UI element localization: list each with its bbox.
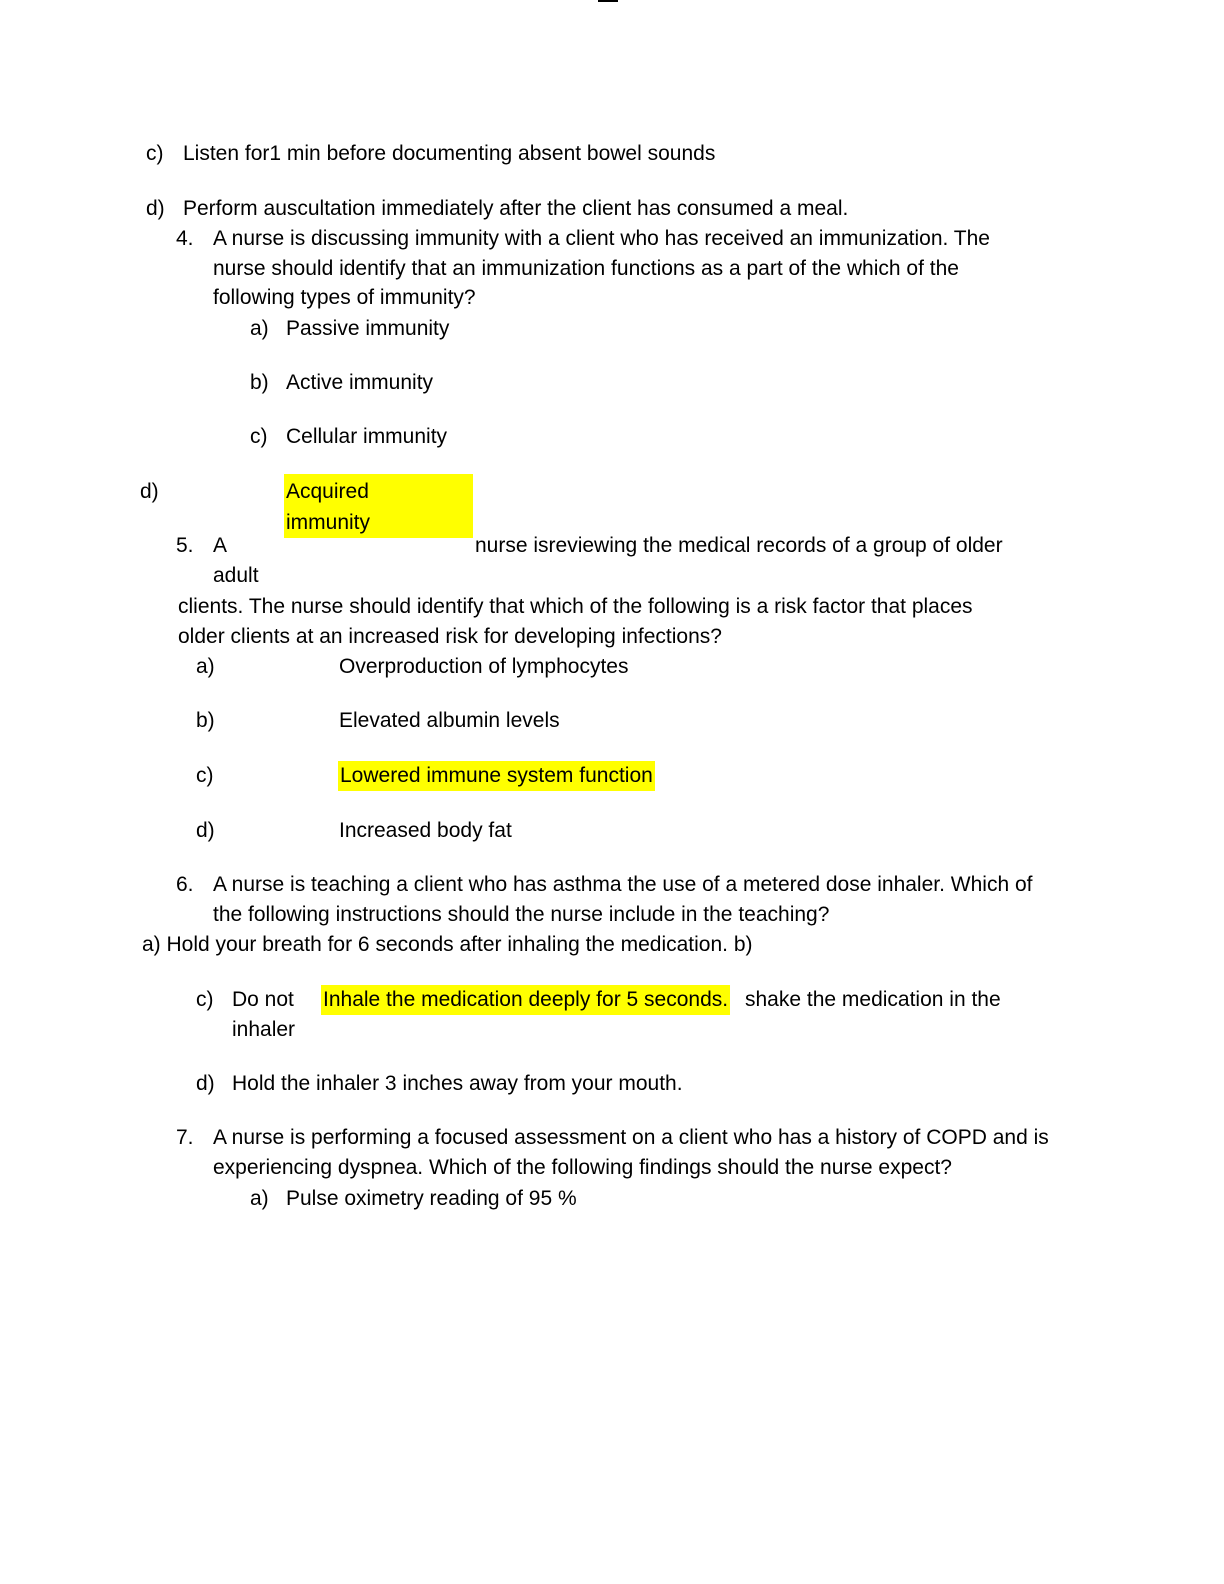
q4-option-a-text: Passive immunity <box>286 317 450 340</box>
q7-option-a-text: Pulse oximetry reading of 95 % <box>286 1187 577 1210</box>
prev-option-c-label: c) <box>146 142 164 165</box>
q4-option-c-text: Cellular immunity <box>286 425 448 448</box>
q4-stem-line3: following types of immunity? <box>213 286 476 309</box>
q6-option-c-highlight: Inhale the medication deeply for 5 seconds. <box>321 985 730 1015</box>
q4-option-b-label: b) <box>250 371 269 394</box>
q5-option-d-label: d) <box>196 819 215 842</box>
prev-option-d-label: d) <box>146 197 165 220</box>
q5-option-a-label: a) <box>196 655 215 678</box>
q5-option-b-text: Elevated albumin levels <box>339 709 560 732</box>
q6-stem-line1: A nurse is teaching a client who has asthma the use of a metered dose inhaler. Which of <box>213 873 1033 896</box>
q5-number: 5. <box>176 534 194 557</box>
q5-option-c-label: c) <box>196 764 214 787</box>
prev-option-d-text: Perform auscultation immediately after the client has consumed a meal. <box>183 197 849 220</box>
q6-option-c-do-not: Do not <box>232 988 294 1011</box>
q5-option-a-text: Overproduction of lymphocytes <box>339 655 629 678</box>
prev-option-c-text: Listen for1 min before documenting absent bowel sounds <box>183 142 716 165</box>
q6-option-d-label: d) <box>196 1072 215 1095</box>
q7-stem-line1: A nurse is performing a focused assessment on a client who has a history of COPD and is <box>213 1126 1049 1149</box>
q4-option-d-highlight <box>284 474 473 538</box>
q4-stem-line1: A nurse is discussing immunity with a client who has received an immunization. The <box>213 227 990 250</box>
q5-option-d-text: Increased body fat <box>339 819 512 842</box>
q5-stem-line1: nurse isreviewing the medical records of a group of older <box>475 534 1003 557</box>
q4-option-b-text: Active immunity <box>286 371 434 394</box>
q4-option-d-label: d) <box>140 480 159 503</box>
q6-stem-line2: the following instructions should the nurse include in the teaching? <box>213 903 830 926</box>
q4-option-c-label: c) <box>250 425 268 448</box>
q4-option-d-text-line1: Acquired <box>286 480 369 503</box>
q5-option-b-label: b) <box>196 709 215 732</box>
q7-option-a-label: a) <box>250 1187 269 1210</box>
q7-stem-line2: experiencing dyspnea. Which of the following findings should the nurse expect? <box>213 1156 952 1179</box>
q6-number: 6. <box>176 873 194 896</box>
q6-option-c-rest: shake the medication in the <box>745 988 1001 1011</box>
q4-stem-line2: nurse should identify that an immunization functions as a part of the which of the <box>213 257 959 280</box>
q4-option-d-text-line2: immunity <box>286 511 371 534</box>
q4-option-a-label: a) <box>250 317 269 340</box>
q6-option-c-label: c) <box>196 988 214 1011</box>
q7-number: 7. <box>176 1126 194 1149</box>
q6-option-c-inhaler: inhaler <box>232 1018 296 1041</box>
q5-word-adult: adult <box>213 564 259 587</box>
q4-number: 4. <box>176 227 194 250</box>
q5-option-c-text: Lowered immune system function <box>338 761 655 791</box>
q5-stem-line3: older clients at an increased risk for developing infections? <box>178 625 722 648</box>
page-top-mark <box>598 0 618 2</box>
q5-word-a: A <box>213 534 228 557</box>
q5-stem-line2: clients. The nurse should identify that which of the following is a risk factor that places <box>178 595 973 618</box>
q6-option-d-text: Hold the inhaler 3 inches away from your mouth. <box>232 1072 683 1095</box>
q6-stem-line3: a) Hold your breath for 6 seconds after inhaling the medication. b) <box>142 933 753 956</box>
